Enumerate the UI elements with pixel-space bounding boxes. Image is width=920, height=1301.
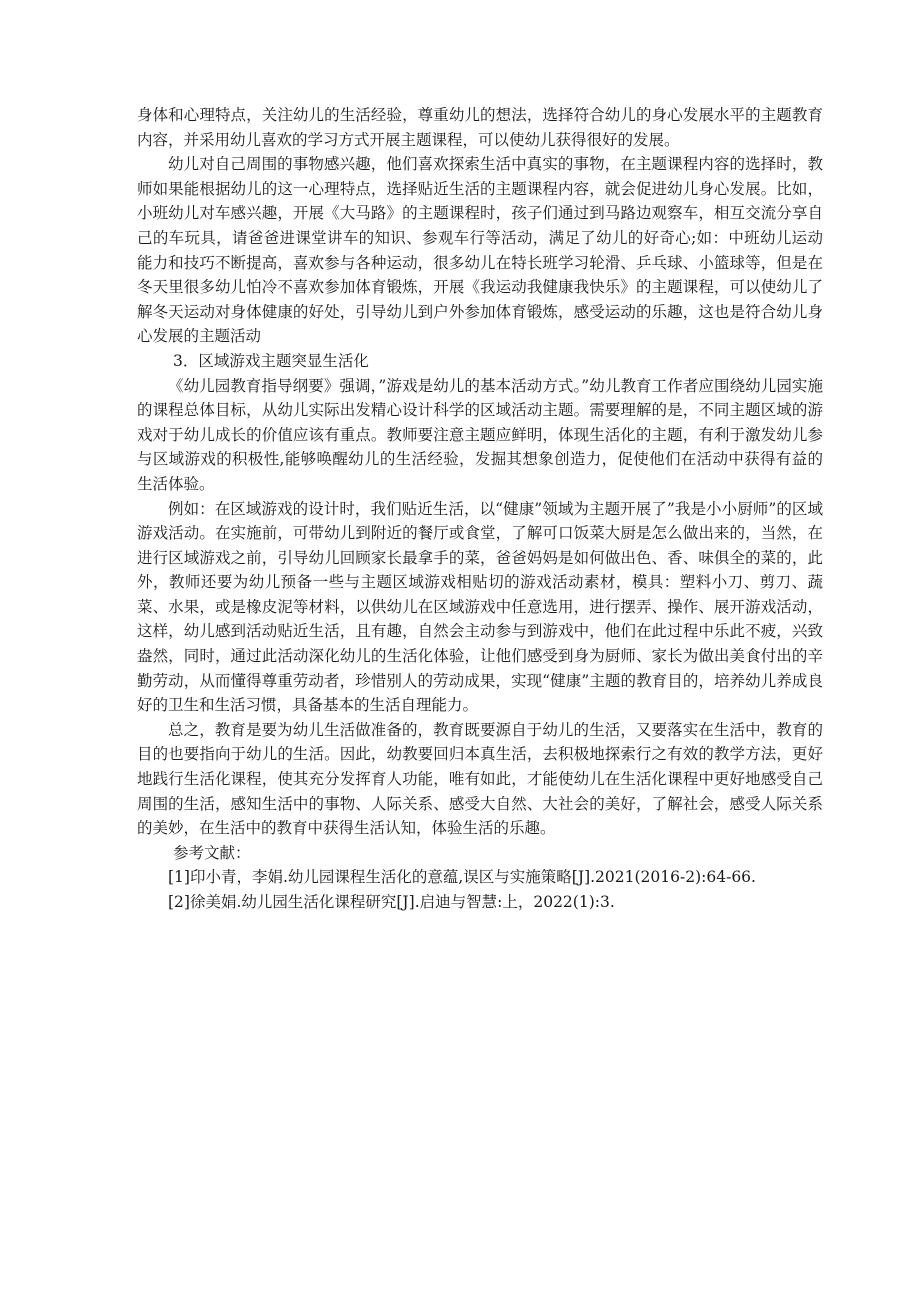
reference-item: [2]徐美娟.幼儿园生活化课程研究[J].启迪与智慧:上，2022(1):3. xyxy=(168,893,615,911)
paragraph-continuation: 身体和心理特点，关注幼儿的生活经验，尊重幼儿的想法，选择符合幼儿的身心发展水平的主题教育内容，并采用幼儿喜欢的学习方式开展主题课程，可以使幼儿获得很好的发展。 xyxy=(137,106,823,149)
reference-item: [1]印小青，李娟.幼儿园课程生活化的意蕴,误区与实施策略[J].2021(2016-2):64-66. xyxy=(168,868,756,887)
references-title: 参考文献： xyxy=(173,843,251,862)
paragraph-example: 例如：在区域游戏的设计时，我们贴近生活，以“健康”领域为主题开展了”我是小小厨师”的区域游戏活动。在实施前，可带幼儿到附近的餐厅或食堂，了解可口饭菜大厨是怎么做出来的，当然，在进行区域游戏之前，引导幼儿回顾家长最拿手的菜，爸爸妈妈是如何做出色、香、味俱全的菜的，此外，教师还要为幼儿预备一些与主题区域游戏相贴切的游戏活动素材，模具：塑料小刀、剪刀、蔬菜、水果，或是橡皮泥等材料，以供幼儿在区域游戏中任意选用，进行摆弄、操作、展开游戏活动，这样，幼儿感到活动贴近生活，且有趣，自然会主动参与到游戏中，他们在此过程中乐此不疲，兴致盎然，同时，通过此活动深化幼儿的生活化体验，让他们感受到身为厨师、家长为做出美食付出的辛勤劳动，从而懂得尊重劳动者，珍惜别人的劳动成果，实现“健康”主题的教育目的，培养幼儿养成良好的卫生和生活习惯，具备基本的生活自理能力。 xyxy=(137,499,823,715)
paragraph-conclusion: 总之，教育是要为幼儿生活做准备的，教育既要源自于幼儿的生活，又要落实在生活中，教育的目的也要指向于幼儿的生活。因此，幼教要回归本真生活，去积极地探索行之有效的教学方法，更好地践行生活化课程，使其充分发挥育人功能，唯有如此，才能使幼儿在生活化课程中更好地感受自己周围的生活，感知生活中的事物、人际关系、感受大自然、大社会的美好，了解社会，感受人际关系的美妙，在生活中的教育中获得生活认知，体验生活的乐趣。 xyxy=(137,720,823,838)
paragraph-guideline: 《幼儿园教育指导纲要》强调，”游戏是幼儿的基本活动方式。”幼儿教育工作者应围绕幼儿园实施的课程总体目标，从幼儿实际出发精心设计科学的区域活动主题。需要理解的是，不同主题区域的游戏对于幼儿成长的价值应该有重点。教师要注意主题应鲜明，体现生活化的主题，有利于激发幼儿参与区域游戏的积极性,能够唤醒幼儿的生活经验，发掘其想象创造力，促使他们在活动中获得有益的生活体验。 xyxy=(137,376,823,493)
section-heading: 3．区域游戏主题突显生活化 xyxy=(173,351,369,370)
document-page xyxy=(137,103,823,915)
paragraph-interest: 幼儿对自己周围的事物感兴趣，他们喜欢探索生活中真实的事物，在主题课程内容的选择时，教师如果能根据幼儿的这一心理特点，选择贴近生活的主题课程内容，就会促进幼儿身心发展。比如，小班幼儿对车感兴趣，开展《大马路》的主题课程时，孩子们通过到马路边观察车，相互交流分享自己的车玩具，请爸爸进课堂讲车的知识、参观车行等活动，满足了幼儿的好奇心;如：中班幼儿运动能力和技巧不断提高，喜欢参与各种运动，很多幼儿在特长班学习轮滑、乒乓球、小篮球等，但是在冬天里很多幼儿怕冷不喜欢参加体育锻炼，开展《我运动我健康我快乐》的主题课程，可以使幼儿了解冬天运动对身体健康的好处，引导幼儿到户外参加体育锻炼，感受运动的乐趣，这也是符合幼儿身心发展的主题活动 xyxy=(137,155,823,346)
